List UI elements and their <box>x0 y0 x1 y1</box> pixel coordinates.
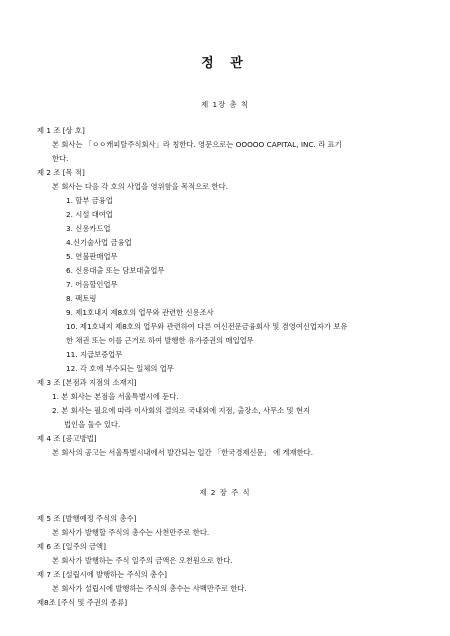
list-item: 2. 시설 대여업 <box>66 210 113 219</box>
article-3-item-2: 2. 본 회사는 필요에 따라 이사회의 결의로 국내외에 지점, 출장소, 사무소 및 현지 <box>52 406 310 415</box>
article-5-text: 본 회사가 발행할 주식의 총수는 사천만주로 한다. <box>52 528 210 537</box>
article-6-text: 본 회사가 발행하는 주식 일주의 금액은 오천원으로 한다. <box>52 556 233 565</box>
article-3-item-2-cont: 법인을 둘수 있다. <box>64 420 121 429</box>
article-7-text: 본 회사가 설립시에 발행하는 주식의 총수는 사백만주로 한다. <box>52 584 247 593</box>
article-1-text-cont: 한다. <box>52 154 69 163</box>
document-title: 정 관 <box>201 56 249 71</box>
article-3-heading: 제 3 조 [본점과 지점의 소재지] <box>37 378 137 387</box>
list-item: 5. 연불판매업무 <box>66 252 118 261</box>
list-item: 8. 팩토링 <box>66 294 97 303</box>
article-4-text: 본 회사의 공고는 서울특별시내에서 발간되는 일간 「한국경제신문」 에 게재한다. <box>52 448 314 457</box>
article-7-heading: 제 7 조 [설립시에 발행하는 주식의 총수] <box>37 570 167 579</box>
article-2-intro: 본 회사는 다음 각 호의 사업을 영위함을 목적으로 한다. <box>52 182 228 191</box>
article-1-text: 본 회사는 「ㅇㅇ캐피탈주식회사」라 칭한다. 영문으로는 OOOOO CAPITAL, INC. 라 표기 <box>52 140 342 149</box>
article-5-heading: 제 5 조 [발행예정 주식의 총수] <box>37 514 137 523</box>
list-item: 4.신기술사업 금융업 <box>66 238 132 247</box>
list-item: 10. 제1호내지 제8호의 업무와 관련하여 다른 여신전문금융회사 및 겸영여신업자가 보유 <box>66 322 348 331</box>
article-3-item-1: 1. 본 회사는 본점을 서울특별시에 둔다. <box>52 392 179 401</box>
list-item: 3. 신용카드업 <box>66 224 111 233</box>
article-8-heading: 제8조 [주식 및 주권의 종류] <box>37 598 128 607</box>
article-6-heading: 제 6 조 [일주의 금액] <box>37 542 106 551</box>
list-item: 12. 각 호에 부수되는 일체의 업무 <box>66 364 174 373</box>
list-item: 9. 제1호내지 제8호의 업무와 관련한 신용조사 <box>66 308 214 317</box>
article-2-heading: 제 2 조 [목 적] <box>37 168 85 177</box>
article-4-heading: 제 4 조 [공고방법] <box>37 434 97 443</box>
list-item: 1. 할부 금융업 <box>66 196 113 205</box>
chapter-1-heading: 제 1장 총 칙 <box>201 100 249 109</box>
article-1-heading: 제 1 조 [상 호] <box>37 126 85 135</box>
chapter-2-heading: 제 2 장 주 식 <box>199 488 251 497</box>
list-item: 6. 신용대출 또는 담보대출업무 <box>66 266 165 275</box>
list-item: 7. 어음할인업무 <box>66 280 118 289</box>
list-item: 11. 지급보증업무 <box>66 350 123 359</box>
list-item-cont: 한 채권 또는 이를 근거로 하여 발행한 유가증권의 매입업무 <box>66 336 254 345</box>
